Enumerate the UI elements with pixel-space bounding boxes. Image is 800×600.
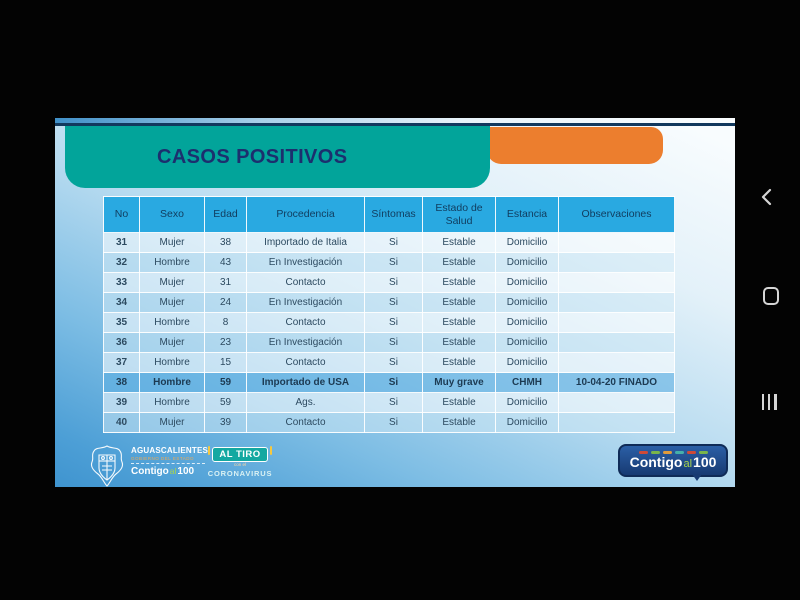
contigo-al-100-badge — [618, 444, 728, 477]
orange-banner — [487, 127, 663, 164]
title-banner — [65, 126, 490, 188]
table-cell: 15 — [205, 353, 247, 373]
table-cell: Ags. — [247, 393, 365, 413]
table-cell: En Investigación — [247, 253, 365, 273]
table-cell: Si — [365, 233, 423, 253]
table-cell: 8 — [205, 313, 247, 333]
table-cell: Mujer — [140, 413, 205, 433]
table-cell: Domicilio — [496, 413, 559, 433]
table-row — [104, 333, 675, 353]
table-cell: Hombre — [140, 313, 205, 333]
table-cell: 33 — [104, 273, 140, 293]
chevron-left-icon — [759, 188, 775, 206]
badge-al: al — [683, 457, 693, 470]
table-row — [104, 353, 675, 373]
column-header: No — [104, 197, 140, 233]
column-header: Procedencia — [247, 197, 365, 233]
table-cell: CHMH — [496, 373, 559, 393]
table-cell: Domicilio — [496, 233, 559, 253]
table-row — [104, 273, 675, 293]
table-cell: 38 — [104, 373, 140, 393]
slogan-100: 100 — [177, 466, 195, 477]
table-cell — [559, 273, 675, 293]
table-cell: Hombre — [140, 353, 205, 373]
table-cell: 23 — [205, 333, 247, 353]
table-row — [104, 413, 675, 433]
government-name: AGUASCALIENTES — [131, 446, 209, 455]
badge-100: 100 — [693, 453, 717, 470]
table-row — [104, 253, 675, 273]
table-cell — [559, 253, 675, 273]
table-cell: Estable — [423, 273, 496, 293]
table-row — [104, 373, 675, 393]
table-cell: Estable — [423, 393, 496, 413]
table-cell: Domicilio — [496, 273, 559, 293]
table-cell: Si — [365, 333, 423, 353]
table-cell: Si — [365, 413, 423, 433]
table-cell: En Investigación — [247, 333, 365, 353]
recents-bar-icon — [768, 394, 770, 410]
campaign-mid-text: con el — [233, 462, 246, 467]
table-cell: Si — [365, 353, 423, 373]
table-cell — [559, 353, 675, 373]
table-cell: En Investigación — [247, 293, 365, 313]
badge-text — [630, 455, 717, 470]
government-logo — [131, 446, 209, 477]
recents-bar-icon — [774, 394, 776, 410]
campaign-subtitle: CORONAVIRUS — [207, 468, 273, 478]
table-row — [104, 293, 675, 313]
table-cell: Domicilio — [496, 353, 559, 373]
campaign-logo — [205, 444, 275, 478]
government-subtitle: GOBIERNO DEL ESTADO — [131, 456, 195, 461]
table-cell: Si — [365, 393, 423, 413]
table-cell: Contacto — [247, 273, 365, 293]
table-cell: Importado de Italia — [247, 233, 365, 253]
table-cell: Estable — [423, 253, 496, 273]
table-cell — [559, 233, 675, 253]
table-cell: 38 — [205, 233, 247, 253]
table-cell: 37 — [104, 353, 140, 373]
table-cell: Si — [365, 313, 423, 333]
table-cell: Domicilio — [496, 393, 559, 413]
table-cell: Estable — [423, 233, 496, 253]
table-cell: 43 — [205, 253, 247, 273]
table-cell: Hombre — [140, 393, 205, 413]
presentation-slide — [55, 118, 735, 487]
table-cell: 31 — [104, 233, 140, 253]
badge-contigo: Contigo — [629, 453, 683, 470]
column-header: Observaciones — [559, 197, 675, 233]
table-cell: Si — [365, 273, 423, 293]
recents-bar-icon — [762, 394, 764, 410]
table-cell: Muy grave — [423, 373, 496, 393]
table-cell: Hombre — [140, 373, 205, 393]
table-cell: 40 — [104, 413, 140, 433]
table-cell: Si — [365, 253, 423, 273]
table-cell — [559, 413, 675, 433]
table-cell: Importado de USA — [247, 373, 365, 393]
android-home-button[interactable] — [763, 287, 779, 305]
table-cell: Si — [365, 293, 423, 313]
table-cell: Si — [365, 373, 423, 393]
column-header: Sexo — [140, 197, 205, 233]
table-cell: Domicilio — [496, 313, 559, 333]
table-cell: Hombre — [140, 253, 205, 273]
table-cell: 32 — [104, 253, 140, 273]
slogan-al: al — [169, 466, 177, 476]
campaign-badge: AL TIRO — [212, 447, 267, 462]
table-row — [104, 313, 675, 333]
table-header-row — [104, 197, 675, 233]
government-slogan — [131, 463, 205, 477]
table-cell: Domicilio — [496, 253, 559, 273]
table-cell: 36 — [104, 333, 140, 353]
table-cell: Mujer — [140, 273, 205, 293]
table-cell: Contacto — [247, 313, 365, 333]
table-cell: 39 — [104, 393, 140, 413]
column-header: Síntomas — [365, 197, 423, 233]
cases-table — [103, 196, 675, 433]
table-cell: 59 — [205, 393, 247, 413]
table-cell: Estable — [423, 313, 496, 333]
table-body — [104, 233, 675, 433]
android-recents-button[interactable] — [762, 394, 777, 410]
table-cell: 31 — [205, 273, 247, 293]
table-cell: 59 — [205, 373, 247, 393]
table-cell: Estable — [423, 353, 496, 373]
table-cell: Estable — [423, 293, 496, 313]
column-header: Estancia — [496, 197, 559, 233]
table-cell: 24 — [205, 293, 247, 313]
table-cell: Contacto — [247, 413, 365, 433]
table-cell: 34 — [104, 293, 140, 313]
state-coat-of-arms-icon — [88, 444, 126, 487]
table-cell — [559, 313, 675, 333]
slide-title: CASOS POSITIVOS — [157, 145, 348, 168]
table-cell: 10-04-20 FINADO — [559, 373, 675, 393]
table-cell: Estable — [423, 413, 496, 433]
column-header: Edad — [205, 197, 247, 233]
table-row — [104, 393, 675, 413]
table-cell — [559, 393, 675, 413]
table-cell — [559, 293, 675, 313]
table-cell: Domicilio — [496, 293, 559, 313]
table-cell: 39 — [205, 413, 247, 433]
table-cell — [559, 333, 675, 353]
table-cell: Estable — [423, 333, 496, 353]
column-header: Estado de Salud — [423, 197, 496, 233]
table-cell: Mujer — [140, 333, 205, 353]
table-cell: 35 — [104, 313, 140, 333]
android-back-button[interactable] — [759, 188, 775, 211]
table-cell: Contacto — [247, 353, 365, 373]
table-cell: Mujer — [140, 233, 205, 253]
table-cell: Mujer — [140, 293, 205, 313]
slogan-contigo: Contigo — [131, 466, 169, 477]
table-row — [104, 233, 675, 253]
table-cell: Domicilio — [496, 333, 559, 353]
